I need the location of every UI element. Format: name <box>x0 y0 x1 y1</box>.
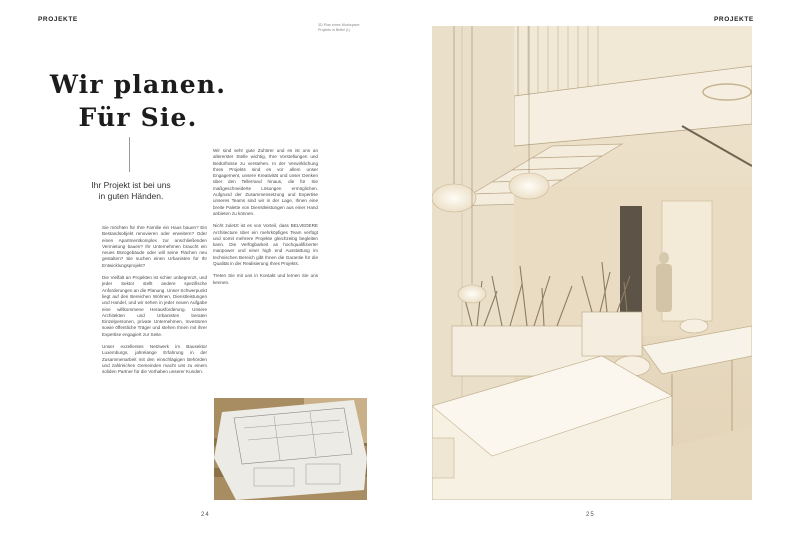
divider-line <box>129 137 130 172</box>
section-label-right: PROJEKTE <box>714 16 754 23</box>
interior-rendering-illustration <box>432 26 752 500</box>
section-label-left: PROJEKTE <box>38 16 78 23</box>
page-number-left: 24 <box>201 512 210 518</box>
headline <box>38 68 238 134</box>
subheadline-line-2: in guten Händen. <box>98 191 164 201</box>
headline-line-2: Für Sie. <box>78 103 198 132</box>
text-column-2 <box>213 148 318 292</box>
blueprint-photo <box>214 398 367 500</box>
caption-line-2: Projekts in Bettel (L) <box>318 28 351 32</box>
paragraph: Treten Sie mit uns in Kontakt und lernen Sie uns kennen. <box>213 273 318 285</box>
caption-line-1: 3D-Plan eines Workspace <box>318 23 360 27</box>
paragraph: Sie möchten für Ihre Familie ein Haus bauen? Ein Bestandsobjekt renovieren oder erweitern? Oder einen Apartmentkomplex zur anschließenden Vermietung bauen? Ihr Unternehmen braucht ein neues Bürogebäude oder will seine Flächen neu gestalten? Sie suchen einen Urbanisten für Ihr Entwicklungsprojekt? <box>102 225 207 268</box>
text-column-1 <box>102 225 207 382</box>
paragraph: Die Vielfalt an Projekten ist schier unbegrenzt, und jeder Sektor stellt andere spezifische Anforderungen an die Planung. Unser Schwerpunkt liegt auf den Bereichen Wohnen, Dienstleistungen und Handel, und wir sehen in jeder neuen Aufgabe eine willkommene Herausforderung. Unsere Architekten und Urbanisten beraten Einzelpersonen, private Unternehmen, Investoren sowie öffentliche Träger und stehen Ihnen mit ihrer Expertise engagiert zur Seite. <box>102 275 207 337</box>
paragraph: Wir sind sehr gute Zuhörer und es ist uns an allererster Stelle wichtig, Ihre Vorstellungen und Bedürfnisse zu verstehen. In der Verwirklichung Ihres Projekts sind es vor allem unser Engagement, unsere Kreativität und unser Denken über den Tellerrand hinaus, die für Sie maßgeschneiderte Lösungen ermöglichen. Aufgrund der Zusammensetzung und Expertise unseres Teams sind wir in der Lage, Ihnen eine breite Palette von Dienstleistungen aus einer Hand anbieten zu können. <box>213 148 318 216</box>
headline-line-1: Wir planen. <box>49 70 227 99</box>
blueprint-photo-illustration <box>214 398 367 500</box>
paragraph: Nicht zuletzt ist es von Vorteil, dass BELVEDERE Architecture über ein mehrköpfiges Team verfügt und somit mehrere Projekte gleichzeitig begleiten kann. Die Verfügbarkeit an hochqualifizierter manpower und einer high end Ausstattung im technischen Bereich gibt Ihnen die Garantie für die Qualität in der Realisierung Ihres Projekts. <box>213 223 318 267</box>
subheadline <box>76 180 186 202</box>
page-number-right: 25 <box>586 512 595 518</box>
subheadline-line-1: Ihr Projekt ist bei uns <box>91 180 171 190</box>
interior-rendering <box>432 26 752 500</box>
paragraph: Unser exzellentes Netzwerk im Bausektor Luxemburgs, jahrelange Erfahrung in der Zusammenarbeit mit den einschlägigen Behörden und zahlreichen Gemeinden macht uns zu einem soliden Partner für die Vorhaben unserer Kunden. <box>102 344 207 375</box>
image-caption <box>318 23 398 33</box>
